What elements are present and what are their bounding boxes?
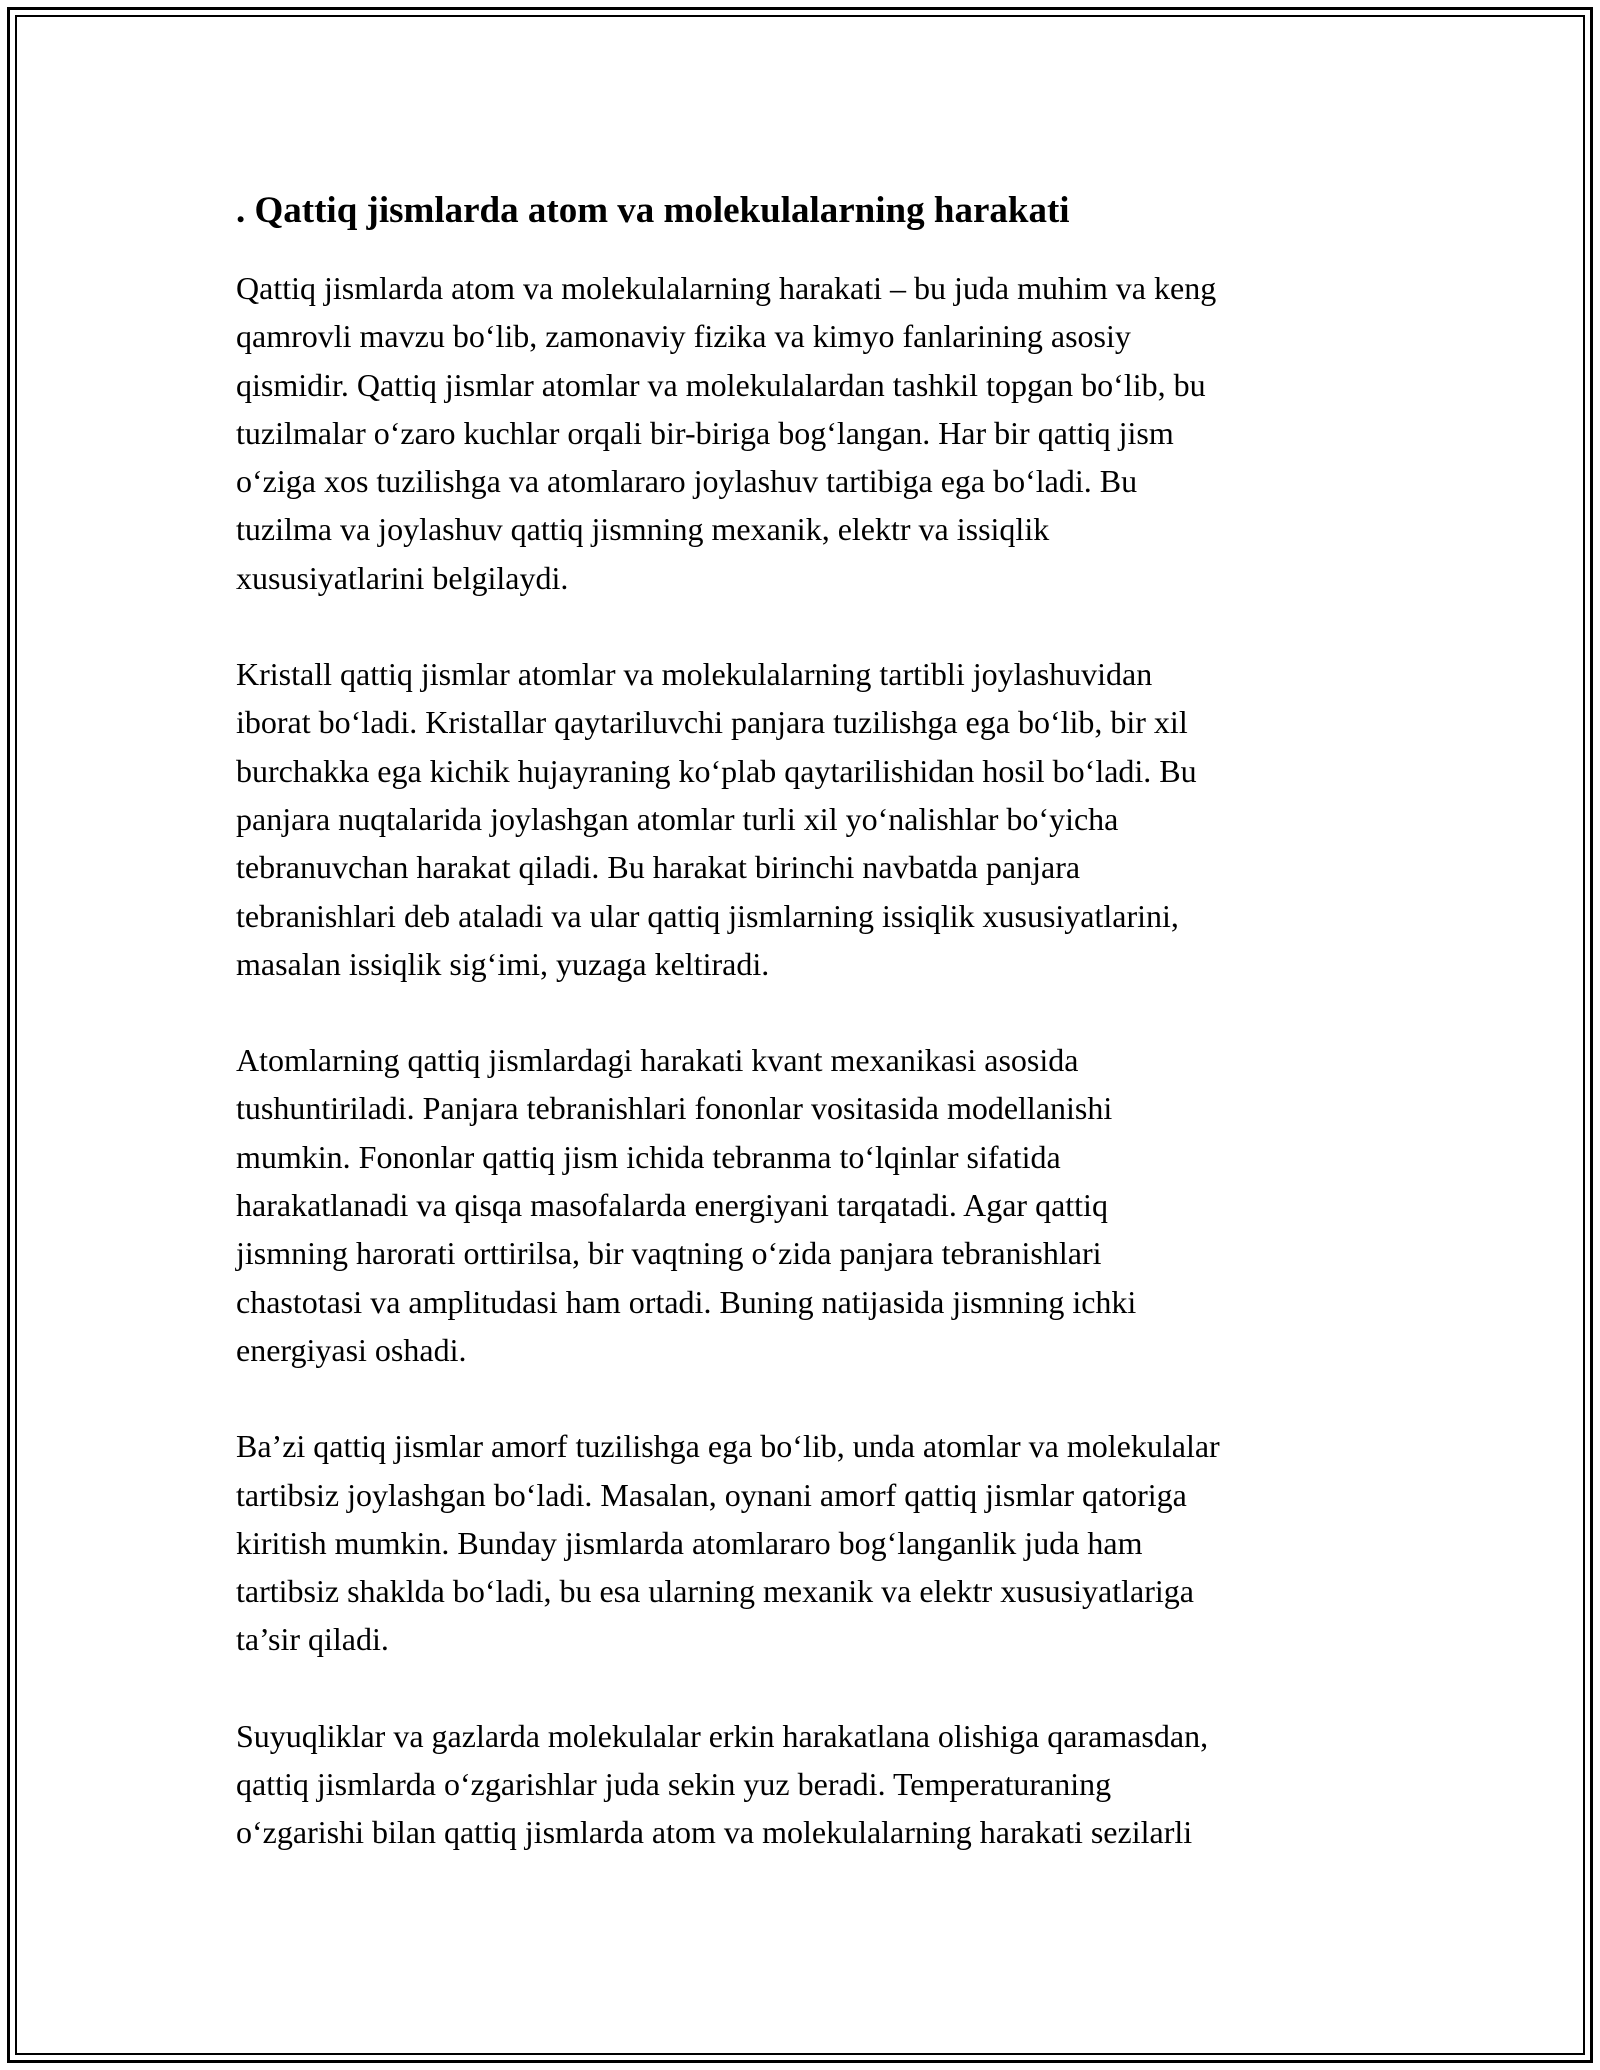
paragraph-line: Ba’zi qattiq jismlar amorf tuzilishga ega bo‘lib, unda atomlar va molekulalar	[236, 1428, 1220, 1465]
paragraph	[236, 1712, 1376, 1857]
paragraph-line: qamrovli mavzu bo‘lib, zamonaviy fizika va kimyo fanlarining asosiy	[236, 318, 1131, 355]
paragraph-line: harakatlanadi va qisqa masofalarda energiyani tarqatadi. Agar qattiq	[236, 1187, 1108, 1224]
paragraph-line: o‘zgarishi bilan qattiq jismlarda atom va molekulalarning harakati sezilarli	[236, 1814, 1193, 1851]
paragraph	[236, 650, 1376, 988]
paragraph-line: tebranuvchan harakat qiladi. Bu harakat birinchi navbatda panjara	[236, 849, 1081, 886]
paragraph-line: ta’sir qiladi.	[236, 1621, 389, 1658]
paragraph	[236, 264, 1376, 602]
paragraph-line: panjara nuqtalarida joylashgan atomlar turli xil yo‘nalishlar bo‘yicha	[236, 800, 1119, 837]
document-body	[236, 186, 1376, 1905]
paragraph-line: tebranishlari deb ataladi va ular qattiq jismlarning issiqlik xususiyatlarini,	[236, 897, 1179, 934]
paragraph-line: masalan issiqlik sig‘imi, yuzaga keltiradi.	[236, 945, 770, 982]
paragraph-line: mumkin. Fononlar qattiq jism ichida tebranma to‘lqinlar sifatida	[236, 1138, 1061, 1175]
paragraph	[236, 1422, 1376, 1663]
paragraph-line: energiyasi oshadi.	[236, 1331, 467, 1368]
paragraph-line: Suyuqliklar va gazlarda molekulalar erkin harakatlana olishiga qaramasdan,	[236, 1717, 1209, 1754]
paragraph-line: tuzilma va joylashuv qattiq jismning mexanik, elektr va issiqlik	[236, 511, 1050, 548]
paragraph-line: qattiq jismlarda o‘zgarishlar juda sekin yuz beradi. Temperaturaning	[236, 1766, 1112, 1803]
paragraph-line: iborat bo‘ladi. Kristallar qaytariluvchi panjara tuzilishga ega bo‘lib, bir xil	[236, 704, 1188, 741]
paragraph	[236, 1036, 1376, 1374]
paragraph-line: tartibsiz shaklda bo‘ladi, bu esa ularning mexanik va elektr xususiyatlariga	[236, 1573, 1194, 1610]
paragraph-line: Kristall qattiq jismlar atomlar va molekulalarning tartibli joylashuvidan	[236, 656, 1153, 693]
paragraph-line: qismidir. Qattiq jismlar atomlar va molekulalardan tashkil topgan bo‘lib, bu	[236, 366, 1206, 403]
paragraph-line: o‘ziga xos tuzilishga va atomlararo joylashuv tartibiga ega bo‘ladi. Bu	[236, 463, 1138, 500]
page-title: . Qattiq jismlarda atom va molekulalarning harakati	[236, 190, 1070, 231]
paragraph-line: Atomlarning qattiq jismlardagi harakati kvant mexanikasi asosida	[236, 1042, 1079, 1079]
paragraph-line: tartibsiz joylashgan bo‘ladi. Masalan, oynani amorf qattiq jismlar qatoriga	[236, 1476, 1187, 1513]
paragraph-line: Qattiq jismlarda atom va molekulalarning harakati – bu juda muhim va keng	[236, 270, 1217, 306]
paragraph-line: chastotasi va amplitudasi ham ortadi. Buning natijasida jismning ichki	[236, 1283, 1137, 1320]
paragraph-line: kiritish mumkin. Bunday jismlarda atomlararo bog‘langanlik juda ham	[236, 1524, 1143, 1561]
paragraph-line: jismning harorati orttirilsa, bir vaqtning o‘zida panjara tebranishlari	[236, 1235, 1102, 1272]
paragraph-line: tuzilmalar o‘zaro kuchlar orqali bir-biriga bog‘langan. Har bir qattiq jism	[236, 414, 1174, 451]
paragraph-line: tushuntiriladi. Panjara tebranishlari fononlar vositasida modellanishi	[236, 1090, 1113, 1127]
paragraph-line: xususiyatlarini belgilaydi.	[236, 559, 569, 596]
paragraphs-container	[236, 264, 1376, 1857]
paragraph-line: burchakka ega kichik hujayraning ko‘plab qaytarilishidan hosil bo‘ladi. Bu	[236, 752, 1197, 789]
